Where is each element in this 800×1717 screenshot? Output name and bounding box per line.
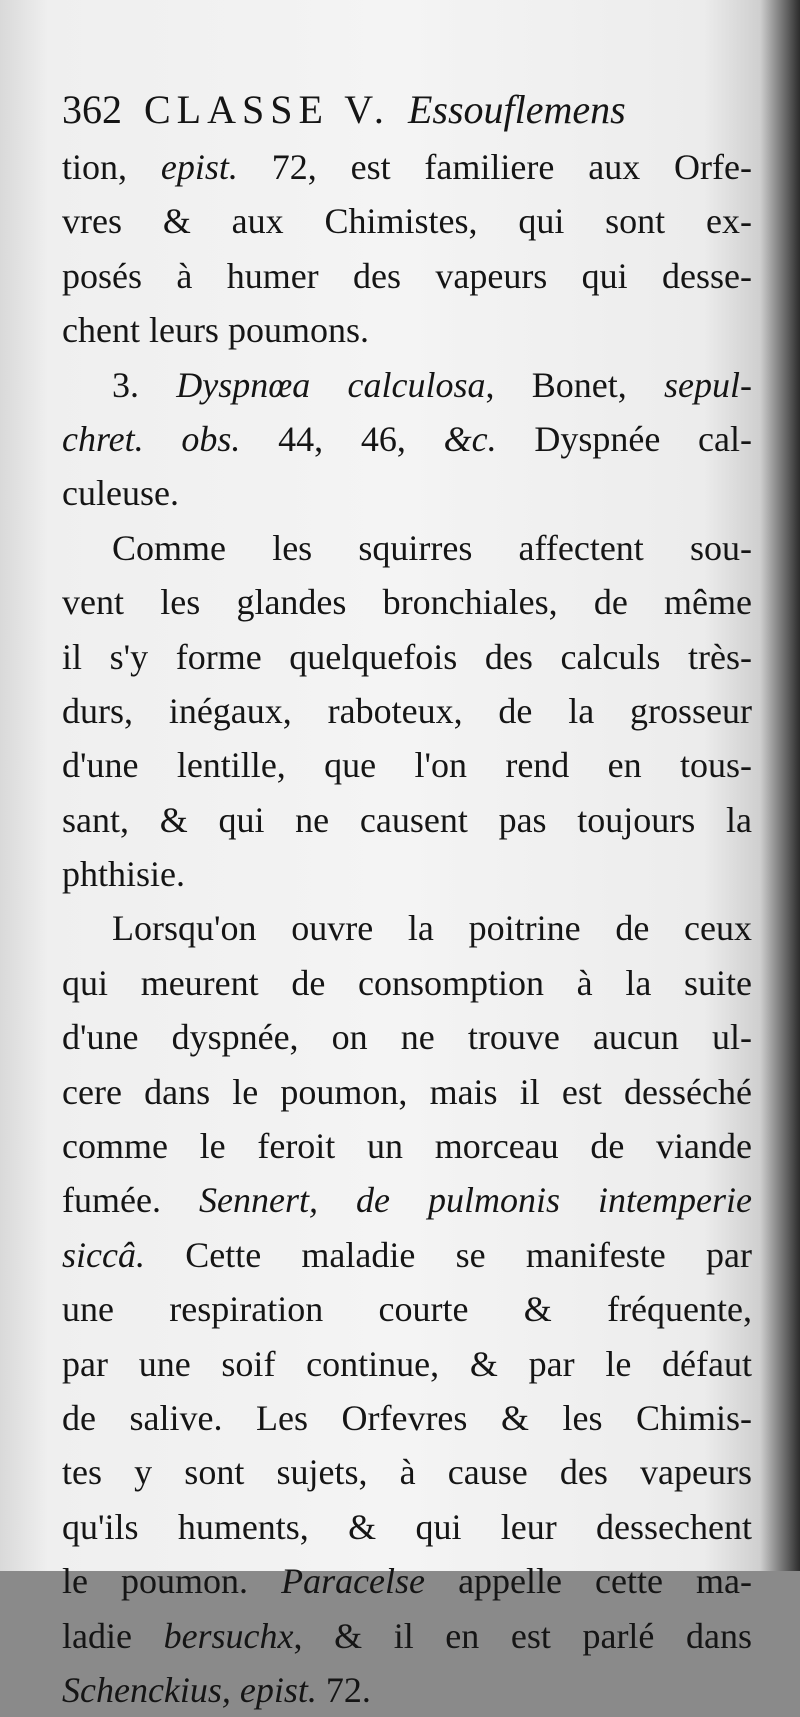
text-line xyxy=(62,1445,752,1499)
text-line xyxy=(62,1337,752,1391)
text-run: 44, 46, xyxy=(240,418,444,459)
text-line xyxy=(62,1282,752,1336)
text-line xyxy=(62,1554,752,1608)
text-run: phthisie. xyxy=(62,854,185,895)
text-run: 3. xyxy=(112,364,177,405)
text-line xyxy=(62,140,752,194)
text-line xyxy=(62,358,752,412)
text-line xyxy=(62,1065,752,1119)
text-run: 72, est familiere aux Orfe- xyxy=(237,147,752,187)
text-line xyxy=(62,847,752,901)
classe-heading: CLASSE V. xyxy=(144,87,390,132)
text-run: vres & aux Chimistes, qui sont ex- xyxy=(62,201,752,242)
text-run: le poumon. xyxy=(62,1561,282,1602)
text-line xyxy=(62,412,752,466)
text-run: , Bonet, xyxy=(485,364,665,405)
text-line xyxy=(62,303,752,357)
text-line xyxy=(62,1609,752,1663)
text-run: de salive. Les Orfevres & les Chimis- xyxy=(62,1397,752,1438)
text-line xyxy=(62,575,752,629)
italic-text-run: sepul- xyxy=(664,364,752,405)
text-run: 72. xyxy=(316,1669,371,1710)
text-line xyxy=(62,1663,752,1717)
page-number: 362 xyxy=(62,87,122,132)
text-line xyxy=(62,521,752,575)
text-run: ladie xyxy=(62,1615,164,1656)
text-run: posés à humer des vapeurs qui desse- xyxy=(62,255,752,296)
text-run: fumée. xyxy=(62,1180,199,1221)
text-run: qui meurent de consomption à la suite xyxy=(62,962,752,1003)
text-line xyxy=(62,738,752,792)
italic-text-run: Paracelse xyxy=(281,1561,426,1602)
text-run: appelle cette ma- xyxy=(425,1561,753,1602)
text-run: comme le feroit un morceau de viande xyxy=(62,1126,752,1167)
text-line xyxy=(62,901,752,955)
text-run: par une soif continue, & par le défaut xyxy=(62,1343,752,1384)
running-title: Essouflemens xyxy=(407,87,626,132)
text-line xyxy=(62,793,752,847)
italic-text-run: Sennert, de pulmonis intemperie xyxy=(198,1180,752,1221)
text-line xyxy=(62,956,752,1010)
text-run: Comme les squirres affectent sou- xyxy=(112,527,752,568)
italic-text-run: epist. xyxy=(160,147,238,187)
text-run: d'une lentille, que l'on rend en tous- xyxy=(62,745,752,786)
text-line xyxy=(62,249,752,303)
text-line xyxy=(62,466,752,520)
text-run: chent leurs poumons. xyxy=(62,310,369,351)
text-run: Lorsqu'on ouvre la poitrine de ceux xyxy=(112,908,752,949)
text-run: une respiration courte & fréquente, xyxy=(62,1289,752,1330)
text-run: qu'ils huments, & qui leur dessechent xyxy=(62,1506,752,1547)
page-body-text xyxy=(62,140,752,1717)
italic-text-run: &c. xyxy=(443,418,497,459)
text-run: il s'y forme quelquefois des calculs très- xyxy=(62,636,752,677)
text-run: tes y sont sujets, à cause des vapeurs xyxy=(62,1452,752,1493)
text-line xyxy=(62,1500,752,1554)
text-run: culeuse. xyxy=(62,473,179,514)
italic-text-run: chret. obs. xyxy=(62,418,241,459)
italic-text-run: siccâ. xyxy=(62,1234,145,1275)
text-run: sant, & qui ne causent pas toujours la xyxy=(62,799,752,840)
text-run: , & il en est parlé dans xyxy=(293,1615,752,1656)
text-line xyxy=(62,1119,752,1173)
text-line xyxy=(62,194,752,248)
text-line xyxy=(62,630,752,684)
text-line xyxy=(62,1391,752,1445)
text-run: d'une dyspnée, on ne trouve aucun ul- xyxy=(62,1017,752,1058)
text-run: Cette maladie se manifeste par xyxy=(144,1234,752,1275)
text-line xyxy=(62,684,752,738)
italic-text-run: bersuchx xyxy=(163,1615,294,1656)
text-line xyxy=(62,1173,752,1227)
text-run: durs, inégaux, raboteux, de la grosseur xyxy=(62,690,752,731)
italic-text-run: Schenckius, epist. xyxy=(62,1669,317,1710)
page-header xyxy=(62,86,762,142)
italic-text-run: Dyspnœa calculosa xyxy=(176,364,486,405)
text-line xyxy=(62,1228,752,1282)
text-run: Dyspnée cal- xyxy=(496,418,752,459)
text-run: tion, xyxy=(62,147,161,187)
text-run: vent les glandes bronchiales, de même xyxy=(62,582,752,623)
text-run: cere dans le poumon, mais il est desséché xyxy=(62,1071,752,1112)
text-line xyxy=(62,1010,752,1064)
